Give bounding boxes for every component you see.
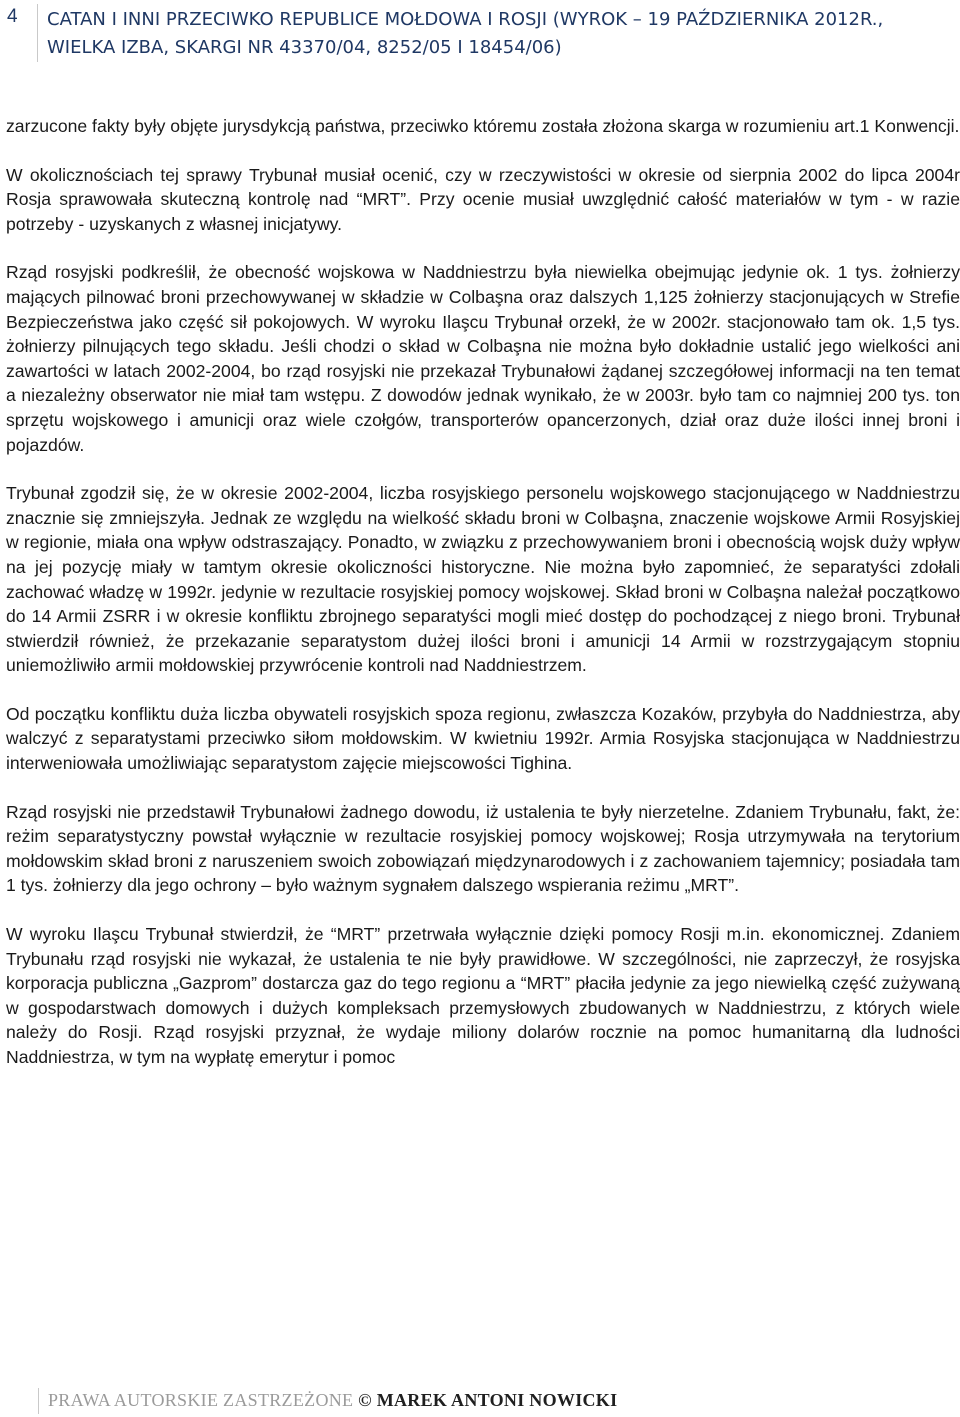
document-body <box>6 114 960 1094</box>
copyright-author: MAREK ANTONI NOWICKI <box>376 1390 618 1410</box>
paragraph: Od początku konfliktu duża liczba obywateli rosyjskich spoza regionu, zwłaszcza Kozaków, przybyła do Naddniestrza, aby walczyć z separatystami przeciwko siłom mołdowskim. W kwietniu 1992r. Armia Rosyjska stacjonująca w Naddniestrzu interweniowała umożliwiając separatystom zajęcie miejscowości Tighina. <box>6 703 960 774</box>
footer-divider <box>38 1388 39 1414</box>
copyright-prefix: PRAWA AUTORSKIE ZASTRZEŻONE <box>48 1390 354 1410</box>
copyright-symbol: © <box>358 1390 372 1410</box>
paragraph: zarzucone fakty były objęte jurysdykcją państwa, przeciwko któremu została złożona skarga w rozumieniu art.1 Konwencji. <box>6 116 960 136</box>
paragraph: Rząd rosyjski podkreślił, że obecność wojskowa w Naddniestrzu była niewielka obejmując jedynie ok. 1 tys. żołnierzy mających pilnować broni przechowywanej w składzie w Colbaşna oraz dalszych 1,125 żołnierzy stacjonujących w Strefie Bezpieczeństwa jako część sił pokojowych. W wyroku Ilaşcu Trybunał orzekł, że w 2002r. stacjonowało tam ok. 1,5 tys. żołnierzy pilnujących tego składu. Jeśli chodzi o skład w Colbaşna nie można było dokładnie ustalić jego wielkości ani zawartości w latach 2002-2004, bo rząd rosyjski nie przekazał Trybunałowi żądanej szczegółowej informacji na ten temat a niezależny obserwator nie miał tam wstępu. Z dowodów jednak wynikało, że w 2003r. było tam co najmniej 200 tys. ton sprzętu wojskowego i amunicji oraz wiele czołgów, transporterów opancerzonych, dział oraz duże ilości innej broni i pojazdów. <box>6 262 960 455</box>
paragraph: W okolicznościach tej sprawy Trybunał musiał ocenić, czy w rzeczywistości w okresie od sierpnia 2002 do lipca 2004r Rosja sprawowała skuteczną kontrolę nad “MRT”. Przy ocenie musiał uwzględnić całość materiałów w tym - w razie potrzeby - uzyskanych z własnej inicjatywy. <box>6 164 960 234</box>
header-divider <box>37 4 38 62</box>
page-footer <box>38 1386 938 1416</box>
paragraph: Trybunał zgodził się, że w okresie 2002-2004, liczba rosyjskiego personelu wojskowego stacjonującego w Naddniestrzu znacznie się zmniejszyła. Jednak ze względu na wielkość składu broni w Colbaşna, znaczenie wojskowe Armii Rosyjskiej w regionie, miała ona wpływ odstraszający. Ponadto, w związku z przechowywaniem broni i obecnością wojsk duży wpływ na jej pozycję miały w tamtym okresie okoliczności historyczne. Nie można było zapomnieć, że separatyści zdołali zachować władzę w 1992r. jedynie w rezultacie rosyjskiej pomocy wojskowej. Skład broni w Colbaşna należał początkowo do 14 Armii ZSRR i w okresie konfliktu zbrojnego separatyści mogli mieć dostęp do pochodzącej z niego broni. Trybunał stwierdził również, że przekazanie separatystom dużej ilości broni i amunicji 14 Armii w rozstrzygającym stopniu uniemożliwiło armii mołdowskiej przywrócenie kontroli nad Naddniestrzem. <box>6 483 960 676</box>
page-number: 4 <box>7 6 18 27</box>
copyright-notice <box>48 1390 617 1411</box>
header-title: CATAN I INNI PRZECIWKO REPUBLICE MOŁDOWA I ROSJI (WYROK – 19 PAŹDZIERNIKA 2012R., WIELKA IZBA, SKARGI NR 43370/04, 8252/05 I 18454/06) <box>47 9 884 58</box>
page-header <box>0 0 960 72</box>
paragraph: W wyroku Ilaşcu Trybunał stwierdził, że “MRT” przetrwała wyłącznie dzięki pomocy Rosji m.in. ekonomicznej. Zdaniem Trybunału rząd rosyjski nie wykazał, że ustalenia te nie były prawidłowe. W szczególności, nie zaprzeczył, że rosyjska korporacja publiczna „Gazprom” dostarcza gaz do tego regionu a “MRT” płaciła jedynie za jego niewielką część zużywaną w gospodarstwach domowych i dużych kompleksach przemysłowych zbudowanych w Naddniestrzu, z których wiele należy do Rosji. Rząd rosyjski przyznał, że wydaje miliony dolarów rocznie na pomoc humanitarną dla ludności Naddniestrza, w tym na wypłatę emerytur i pomoc <box>6 924 960 1067</box>
paragraph: Rząd rosyjski nie przedstawił Trybunałowi żadnego dowodu, iż ustalenia te były nierzetelne. Zdaniem Trybunału, fakt, że: reżim separatystyczny powstał wyłącznie w rezultacie rosyjskiej pomocy wojskowej; Rosja utrzymywała na terytorium mołdowskim skład broni z naruszeniem swoich zobowiązań międzynarodowych i z zachowaniem tajemnicy; posiadała tam 1 tys. żołnierzy dla jego ochrony – było ważnym sygnałem dalszego wspierania reżimu „MRT”. <box>6 801 960 896</box>
